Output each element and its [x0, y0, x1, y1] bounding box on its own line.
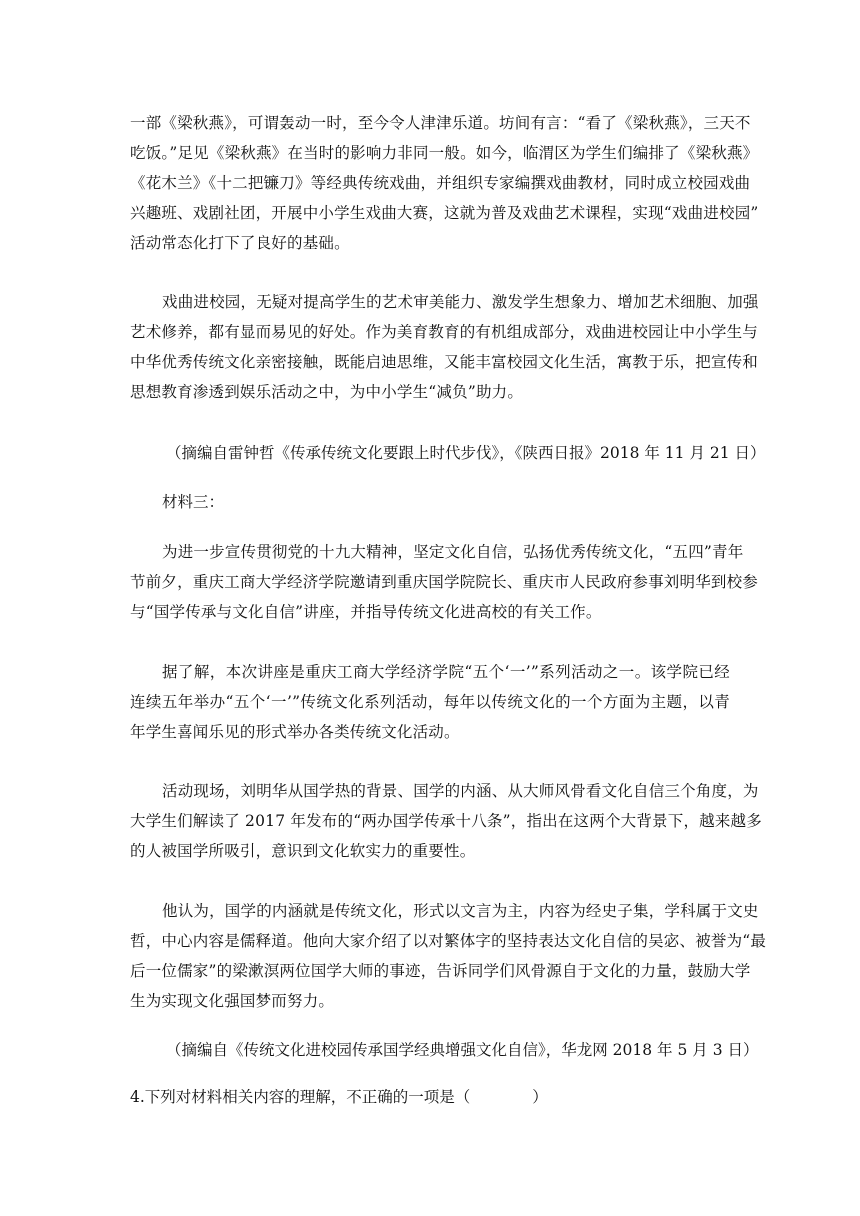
paragraph-line: 活动常态化打下了良好的基础。 — [130, 234, 350, 252]
paragraph-6 — [130, 896, 767, 1016]
paragraph-1 — [130, 108, 759, 258]
paragraph-line: 兴趣班、戏剧社团，开展中小学生戏曲大赛，这就为普及戏曲艺术课程，实现“戏曲进校园” — [130, 204, 759, 222]
paragraph-line: 的人被国学所吸引，意识到文化软实力的重要性。 — [130, 842, 476, 860]
paragraph-4 — [130, 657, 730, 747]
paragraph-line: 活动现场，刘明华从国学热的背景、国学的内涵、从大师风骨看文化自信三个角度，为 — [162, 782, 759, 800]
paragraph-line: 节前夕，重庆工商大学经济学院邀请到重庆国学院院长、重庆市人民政府参事刘明华到校参 — [130, 573, 759, 591]
paragraph-line: 为进一步宣传贯彻党的十九大精神，坚定文化自信，弘扬优秀传统文化，“五四”青年 — [162, 543, 744, 561]
paragraph-5 — [130, 776, 762, 866]
paragraph-line: 据了解，本次讲座是重庆工商大学经济学院“五个‘一’”系列活动之一。该学院已经 — [162, 663, 730, 681]
paragraph-2 — [130, 287, 759, 407]
paragraph-line: 《花木兰》《十二把镰刀》等经典传统戏曲，并组织专家编撰戏曲教材，同时成立校园戏曲 — [130, 174, 751, 192]
paragraph-line: 后一位儒家”的梁漱溟两位国学大师的事迹，告诉同学们风骨源自于文化的力量，鼓励大学 — [130, 962, 751, 980]
paragraph-line: 吃饭。”足见《梁秋燕》在当时的影响力非同一般。如今，临渭区为学生们编排了《梁秋燕》 — [130, 144, 759, 162]
paragraph-line: 他认为，国学的内涵就是传统文化，形式以文言为主，内容为经史子集，学科属于文史 — [162, 902, 759, 920]
paragraph-line: 艺术修养，都有显而易见的好处。作为美育教育的有机组成部分，戏曲进校园让中小学生与 — [130, 323, 759, 341]
paragraph-3 — [130, 537, 759, 627]
paragraph-line: 哲，中心内容是儒释道。他向大家介绍了以对繁体字的坚持表达文化自信的吴宓、被誉为“最 — [130, 932, 767, 950]
paragraph-line: 中华优秀传统文化亲密接触，既能启迪思维，又能丰富校园文化生活，寓教于乐，把宣传和 — [130, 353, 759, 371]
source-citation-1: （摘编自雷钟哲《传承传统文化要跟上时代步伐》，《陕西日报》2018 年 11 月 21 日） — [166, 444, 766, 462]
paragraph-line: 年学生喜闻乐见的形式举办各类传统文化活动。 — [130, 723, 460, 741]
source-citation-2: （摘编自《传统文化进校园传承国学经典增强文化自信》，华龙网 2018 年 5 月 3 日） — [166, 1041, 759, 1059]
paragraph-line: 连续五年举办“五个‘一’”传统文化系列活动，每年以传统文化的一个方面为主题，以青 — [130, 693, 730, 711]
paragraph-line: 思想教育渗透到娱乐活动之中，为中小学生“减负”助力。 — [130, 383, 524, 401]
paragraph-line: 生为实现文化强国梦而努力。 — [130, 992, 335, 1010]
paragraph-line: 与“国学传承与文化自信”讲座，并指导传统文化进高校的有关工作。 — [130, 603, 602, 621]
paragraph-line: 一部《梁秋燕》，可谓轰动一时，至今令人津津乐道。坊间有言：“看了《梁秋燕》，三天不 — [130, 114, 751, 132]
material-label: 材料三： — [162, 493, 225, 511]
paragraph-line: 戏曲进校园，无疑对提高学生的艺术审美能力、激发学生想象力、增加艺术细胞、加强 — [162, 293, 759, 311]
paragraph-line: 大学生们解读了 2017 年发布的“两办国学传承十八条”，指出在这两个大背景下，越来越多 — [130, 812, 762, 830]
question-4: 4.下列对材料相关内容的理解，不正确的一项是（ ） — [130, 1088, 548, 1106]
